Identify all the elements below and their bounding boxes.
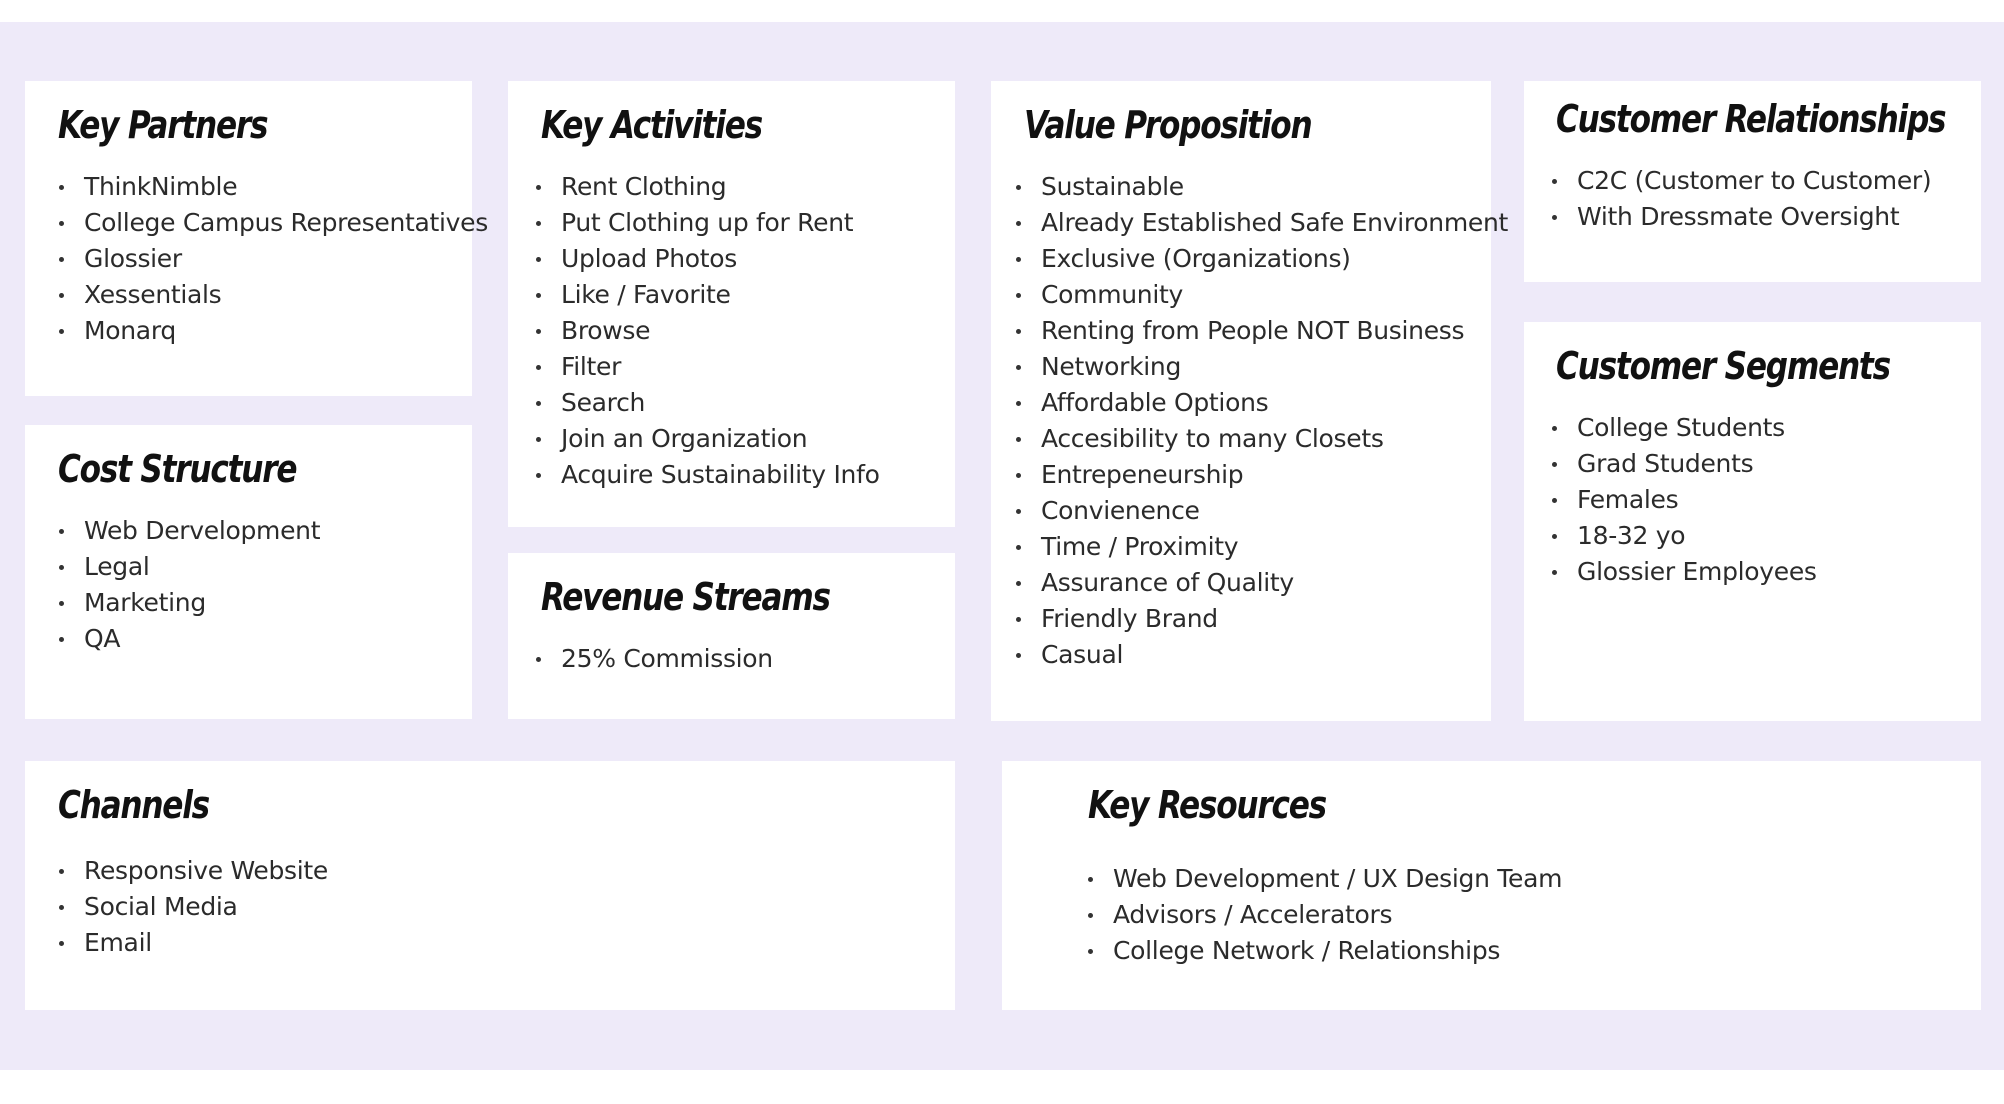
list-item: Search: [532, 385, 880, 421]
value-proposition-card: [991, 81, 1509, 721]
customer-relationships-card: [1524, 81, 1981, 282]
cost-structure-list: [55, 513, 320, 657]
key-activities-list: [532, 169, 880, 493]
revenue-streams-card: [508, 553, 955, 719]
list-item: Upload Photos: [532, 241, 880, 277]
key-partners-title: Key Partners: [58, 103, 268, 147]
channels-title: Channels: [58, 783, 209, 827]
list-item: Advisors / Accelerators: [1084, 897, 1562, 933]
customer-segments-card: [1524, 322, 1981, 721]
list-item: Join an Organization: [532, 421, 880, 457]
list-item: Exclusive (Organizations): [1012, 241, 1508, 277]
list-item: Affordable Options: [1012, 385, 1508, 421]
cost-structure-card: [25, 425, 472, 719]
list-item: Filter: [532, 349, 880, 385]
list-item: Sustainable: [1012, 169, 1508, 205]
list-item: College Students: [1548, 410, 1817, 446]
list-item: Rent Clothing: [532, 169, 880, 205]
list-item: Email: [55, 925, 328, 961]
list-item: College Campus Representatives: [55, 205, 488, 241]
list-item: Web Development / UX Design Team: [1084, 861, 1562, 897]
key-activities-title: Key Activities: [541, 103, 762, 147]
list-item: 25% Commission: [532, 641, 773, 677]
list-item: Monarq: [55, 313, 488, 349]
list-item: Responsive Website: [55, 853, 328, 889]
list-item: Already Established Safe Environment: [1012, 205, 1508, 241]
customer-relationships-title: Customer Relationships: [1556, 97, 1946, 141]
revenue-streams-title: Revenue Streams: [541, 575, 830, 619]
key-resources-card: [1002, 761, 1981, 1010]
list-item: Legal: [55, 549, 320, 585]
list-item: Friendly Brand: [1012, 601, 1508, 637]
list-item: Browse: [532, 313, 880, 349]
list-item: Entrepeneurship: [1012, 457, 1508, 493]
list-item: Xessentials: [55, 277, 488, 313]
list-item: Like / Favorite: [532, 277, 880, 313]
list-item: With Dressmate Oversight: [1548, 199, 1931, 235]
list-item: Casual: [1012, 637, 1508, 673]
list-item: Glossier: [55, 241, 488, 277]
list-item: Put Clothing up for Rent: [532, 205, 880, 241]
list-item: 18-32 yo: [1548, 518, 1817, 554]
list-item: ThinkNimble: [55, 169, 488, 205]
value-proposition-list: [1012, 169, 1508, 673]
revenue-streams-list: [532, 641, 773, 677]
list-item: Networking: [1012, 349, 1508, 385]
list-item: QA: [55, 621, 320, 657]
list-item: C2C (Customer to Customer): [1548, 163, 1931, 199]
key-resources-list: [1084, 861, 1562, 969]
list-item: Convienence: [1012, 493, 1508, 529]
list-item: Assurance of Quality: [1012, 565, 1508, 601]
list-item: Web Dervelopment: [55, 513, 320, 549]
cost-structure-title: Cost Structure: [58, 447, 297, 491]
list-item: Marketing: [55, 585, 320, 621]
list-item: Glossier Employees: [1548, 554, 1817, 590]
list-item: Accesibility to many Closets: [1012, 421, 1508, 457]
customer-segments-title: Customer Segments: [1556, 344, 1890, 388]
value-proposition-title: Value Proposition: [1024, 103, 1312, 147]
list-item: Renting from People NOT Business: [1012, 313, 1508, 349]
list-item: College Network / Relationships: [1084, 933, 1562, 969]
key-resources-title: Key Resources: [1088, 783, 1326, 827]
key-activities-card: [508, 81, 955, 527]
channels-card: [25, 761, 955, 1010]
list-item: Time / Proximity: [1012, 529, 1508, 565]
customer-segments-list: [1548, 410, 1817, 590]
list-item: Community: [1012, 277, 1508, 313]
list-item: Grad Students: [1548, 446, 1817, 482]
key-partners-card: [25, 81, 488, 396]
list-item: Social Media: [55, 889, 328, 925]
key-partners-list: [55, 169, 488, 349]
list-item: Females: [1548, 482, 1817, 518]
list-item: Acquire Sustainability Info: [532, 457, 880, 493]
channels-list: [55, 853, 328, 961]
customer-relationships-list: [1548, 163, 1931, 235]
